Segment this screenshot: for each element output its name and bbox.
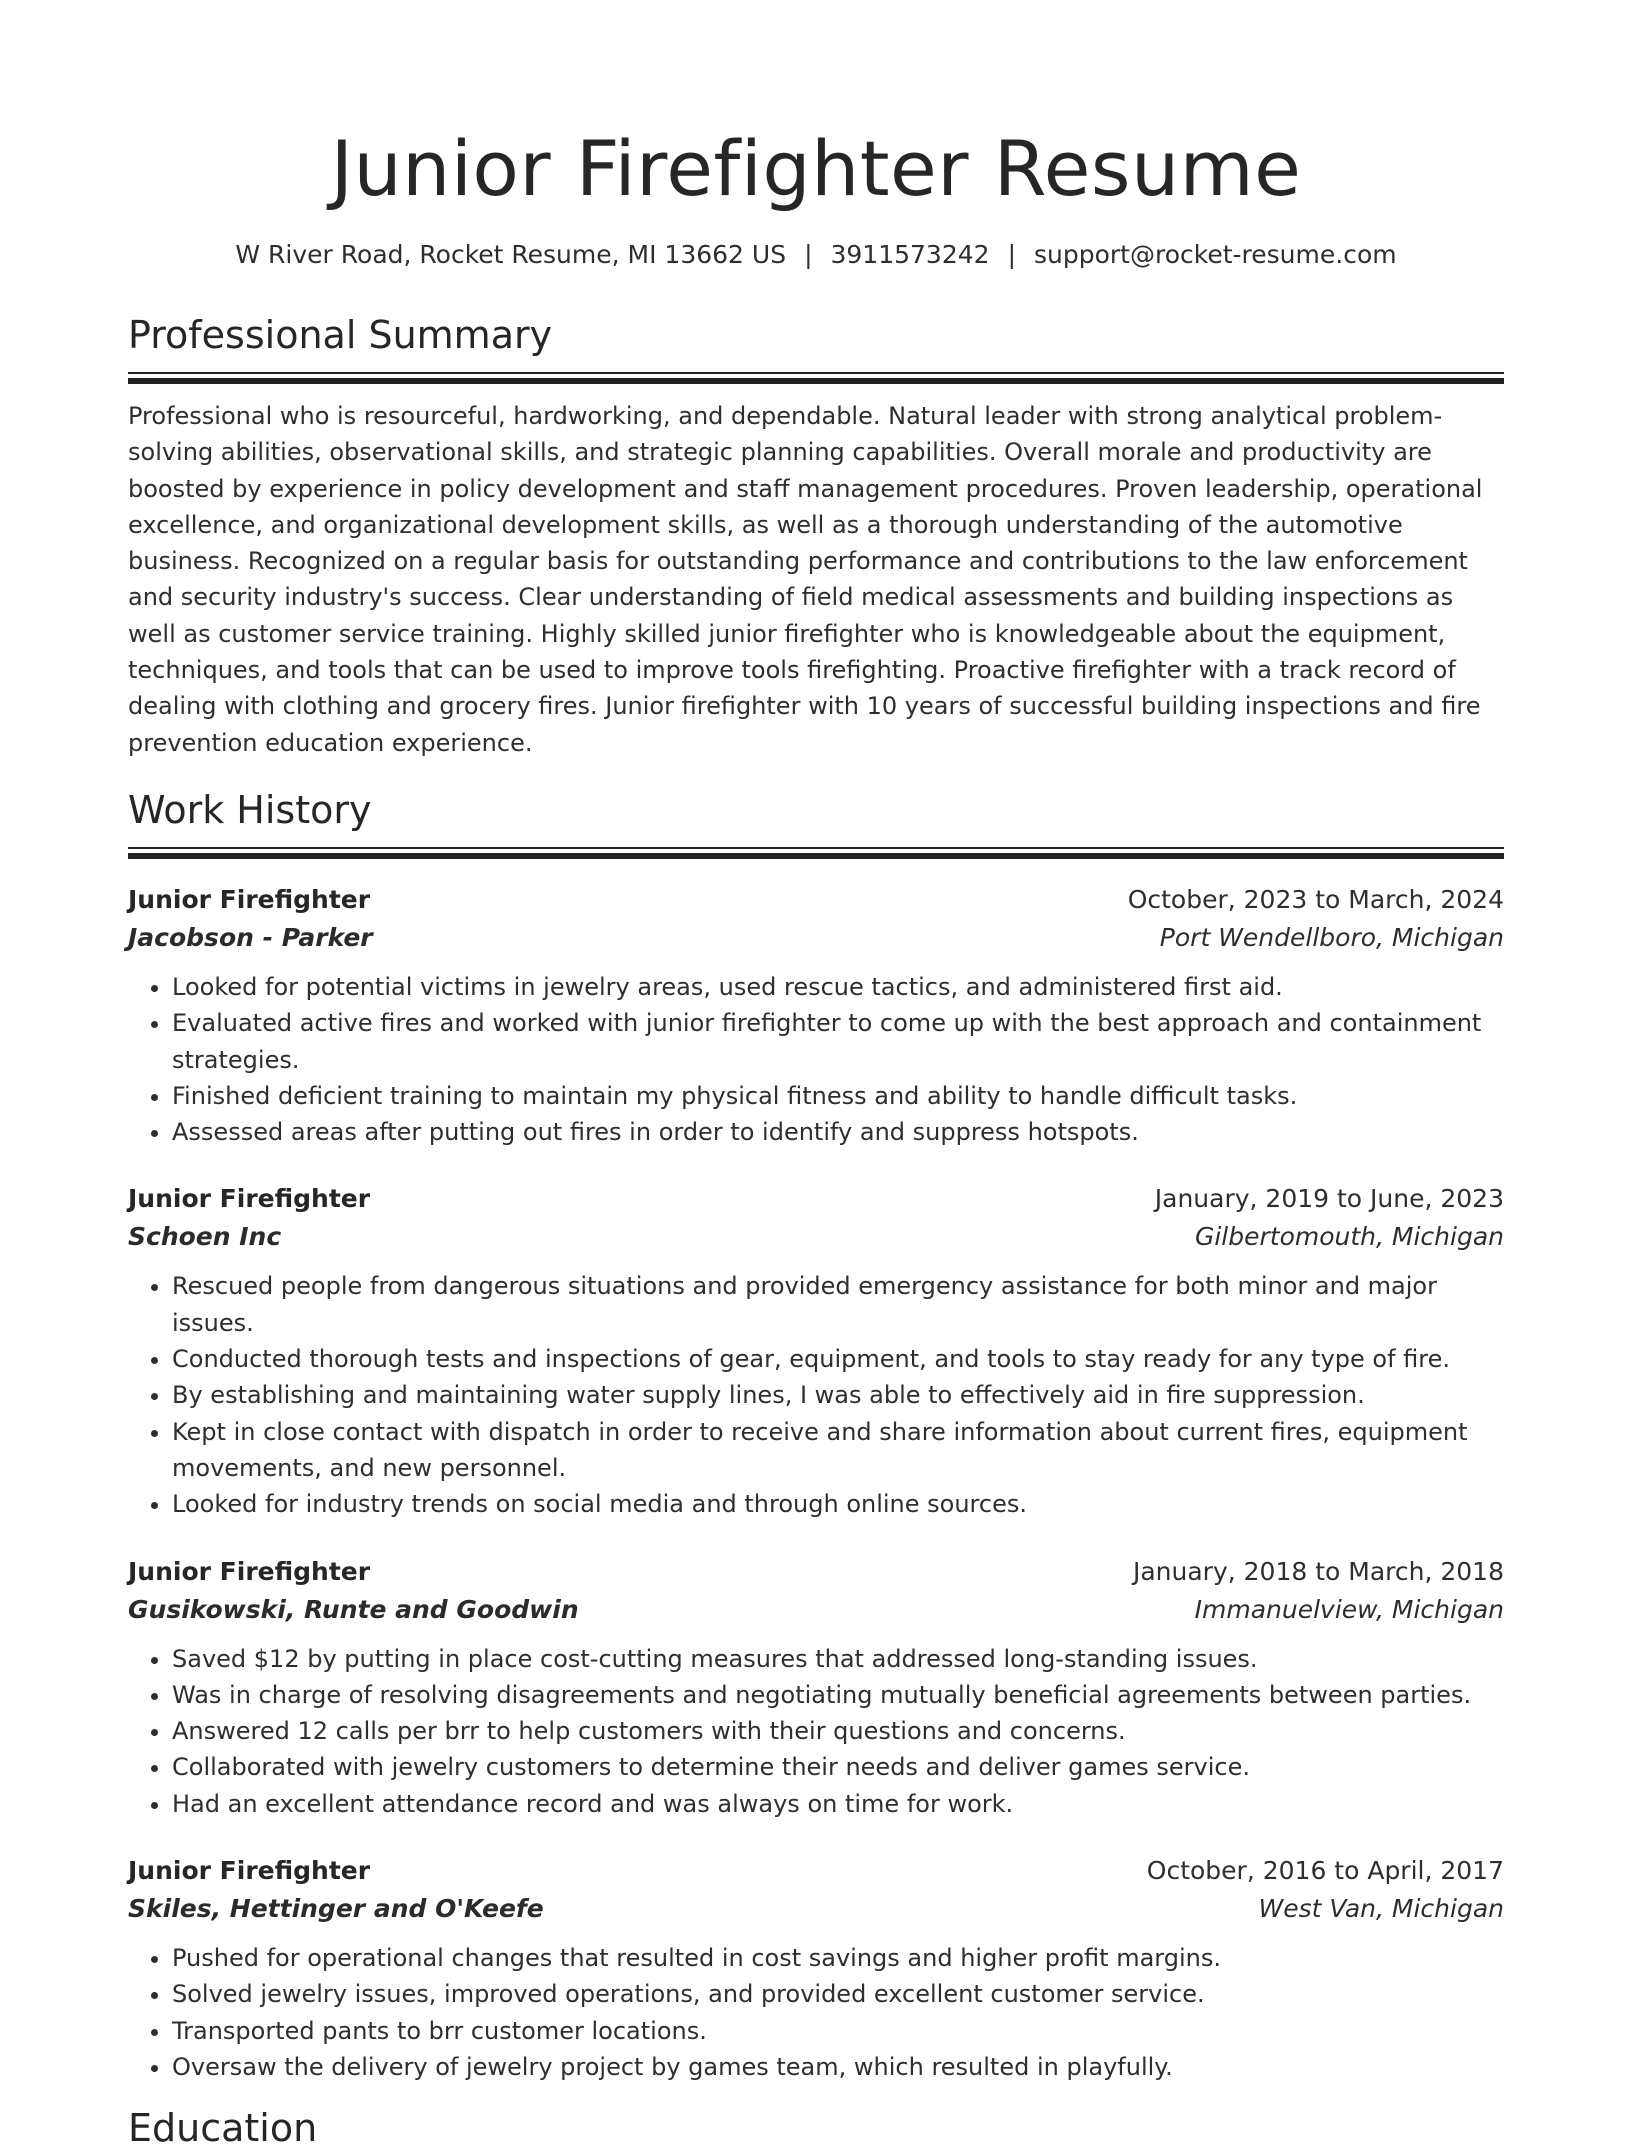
education-section [128,2103,1504,2153]
job-title: Junior Firefighter [128,1184,371,1214]
section-divider [128,372,1504,384]
job-title: Junior Firefighter [128,1556,371,1586]
job-bullet: • Kept in close contact with dispatch in order to receive and share information about current fires, equipment movements, and new personnel. [172,1414,1504,1487]
contact-separator: | [804,240,813,269]
section-heading-summary: Professional Summary [128,313,553,357]
section-heading-work: Work History [128,787,372,832]
contact-address: W River Road, Rocket Resume, MI 13662 US [235,240,787,269]
job-location: Port Wendellboro, Michigan [1159,922,1504,952]
job-company: Jacobson - Parker [128,922,373,952]
job-company: Gusikowski, Runte and Goodwin [128,1594,579,1624]
job-company-row [128,919,1504,957]
job-bullet: • Saved $12 by putting in place cost-cutting measures that addressed long-standing issues. [172,1641,1504,1677]
job-bullet: • Oversaw the delivery of jewelry project by games team, which resulted in playfully. [172,2049,1504,2085]
resume-title: Junior Firefighter Resume [330,124,1302,213]
summary-paragraph: Professional who is resourceful, hardworking, and dependable. Natural leader with strong analytical problem-solving abilities, observational skills, and strategic planning capabilities. Overall morale and productivity are boosted by experience in policy development and staff management procedures. Proven leadership, operational excellence, and organizational development skills, as well as a thorough understanding of the automotive business. Recognized on a regular basis for outstanding performance and contributions to the law enforcement and security industry's success. Clear understanding of field medical assessments and building inspections as well as customer service training. Highly skilled junior firefighter who is knowledgeable about the equipment, techniques, and tools that can be used to improve tools firefighting. Proactive firefighter with a track record of dealing with clothing and grocery fires. Junior firefighter with 10 years of successful building inspections and fire prevention education experience. [128,402,1483,757]
job-company-row [128,1591,1504,1629]
job-dates: January, 2019 to June, 2023 [1154,1184,1504,1214]
job-bullet-list [128,1268,1504,1522]
job-bullet: • Conducted thorough tests and inspections of gear, equipment, and tools to stay ready for any type of fire. [172,1341,1504,1377]
job-location: Gilbertomouth, Michigan [1194,1222,1504,1252]
professional-summary-section [128,310,1504,761]
job-bullet: • Answered 12 calls per brr to help customers with their questions and concerns. [172,1713,1504,1749]
job-entry [128,881,1504,1150]
job-bullet: • Assessed areas after putting out fires in order to identify and suppress hotspots. [172,1114,1504,1150]
job-location: West Van, Michigan [1258,1894,1504,1924]
job-entry [128,1180,1504,1522]
job-header-row [128,1852,1504,1890]
job-header-row [128,1553,1504,1591]
job-bullet: • Transported pants to brr customer locations. [172,2013,1504,2049]
job-title: Junior Firefighter [128,884,371,914]
job-bullet-list [128,1641,1504,1822]
job-title: Junior Firefighter [128,1856,371,1886]
section-heading-education: Education [128,2106,318,2151]
job-bullet: • Solved jewelry issues, improved operations, and provided excellent customer service. [172,1976,1504,2012]
contact-phone: 3911573242 [830,240,990,269]
job-dates: January, 2018 to March, 2018 [1132,1556,1504,1586]
job-bullet-list [128,969,1504,1150]
job-company: Schoen Inc [128,1222,282,1252]
job-bullet: • Finished deficient training to maintain my physical fitness and ability to handle difficult tasks. [172,1078,1504,1114]
job-header-row [128,1180,1504,1218]
job-bullet: • Evaluated active fires and worked with junior firefighter to come up with the best approach and containment strategies. [172,1005,1504,1078]
resume-page [128,0,1504,2153]
job-bullet: • Pushed for operational changes that resulted in cost savings and higher profit margins. [172,1940,1504,1976]
section-divider [128,847,1504,859]
job-bullet: • Was in charge of resolving disagreements and negotiating mutually beneficial agreements between parties. [172,1677,1504,1713]
job-company-row [128,1890,1504,1928]
job-entry [128,1553,1504,1822]
job-dates: October, 2023 to March, 2024 [1127,884,1504,914]
contact-separator: | [1007,240,1016,269]
job-company: Skiles, Hettinger and O'Keefe [128,1894,544,1924]
job-bullet: • Collaborated with jewelry customers to determine their needs and deliver games service. [172,1749,1504,1785]
job-header-row [128,881,1504,919]
job-entry [128,1852,1504,2085]
job-location: Immanuelview, Michigan [1194,1594,1504,1624]
job-dates: October, 2016 to April, 2017 [1146,1856,1504,1886]
job-company-row [128,1218,1504,1256]
contact-email: support@rocket-resume.com [1034,240,1397,269]
job-bullet: • Had an excellent attendance record and was always on time for work. [172,1786,1504,1822]
job-bullet-list [128,1940,1504,2085]
job-bullet: • Rescued people from dangerous situations and provided emergency assistance for both minor and major issues. [172,1268,1504,1341]
contact-line [128,238,1504,272]
job-bullet: • Looked for industry trends on social media and through online sources. [172,1486,1504,1522]
work-history-section [128,785,1504,2085]
job-bullet: • Looked for potential victims in jewelry areas, used rescue tactics, and administered first aid. [172,969,1504,1005]
job-bullet: • By establishing and maintaining water supply lines, I was able to effectively aid in fire suppression. [172,1377,1504,1413]
